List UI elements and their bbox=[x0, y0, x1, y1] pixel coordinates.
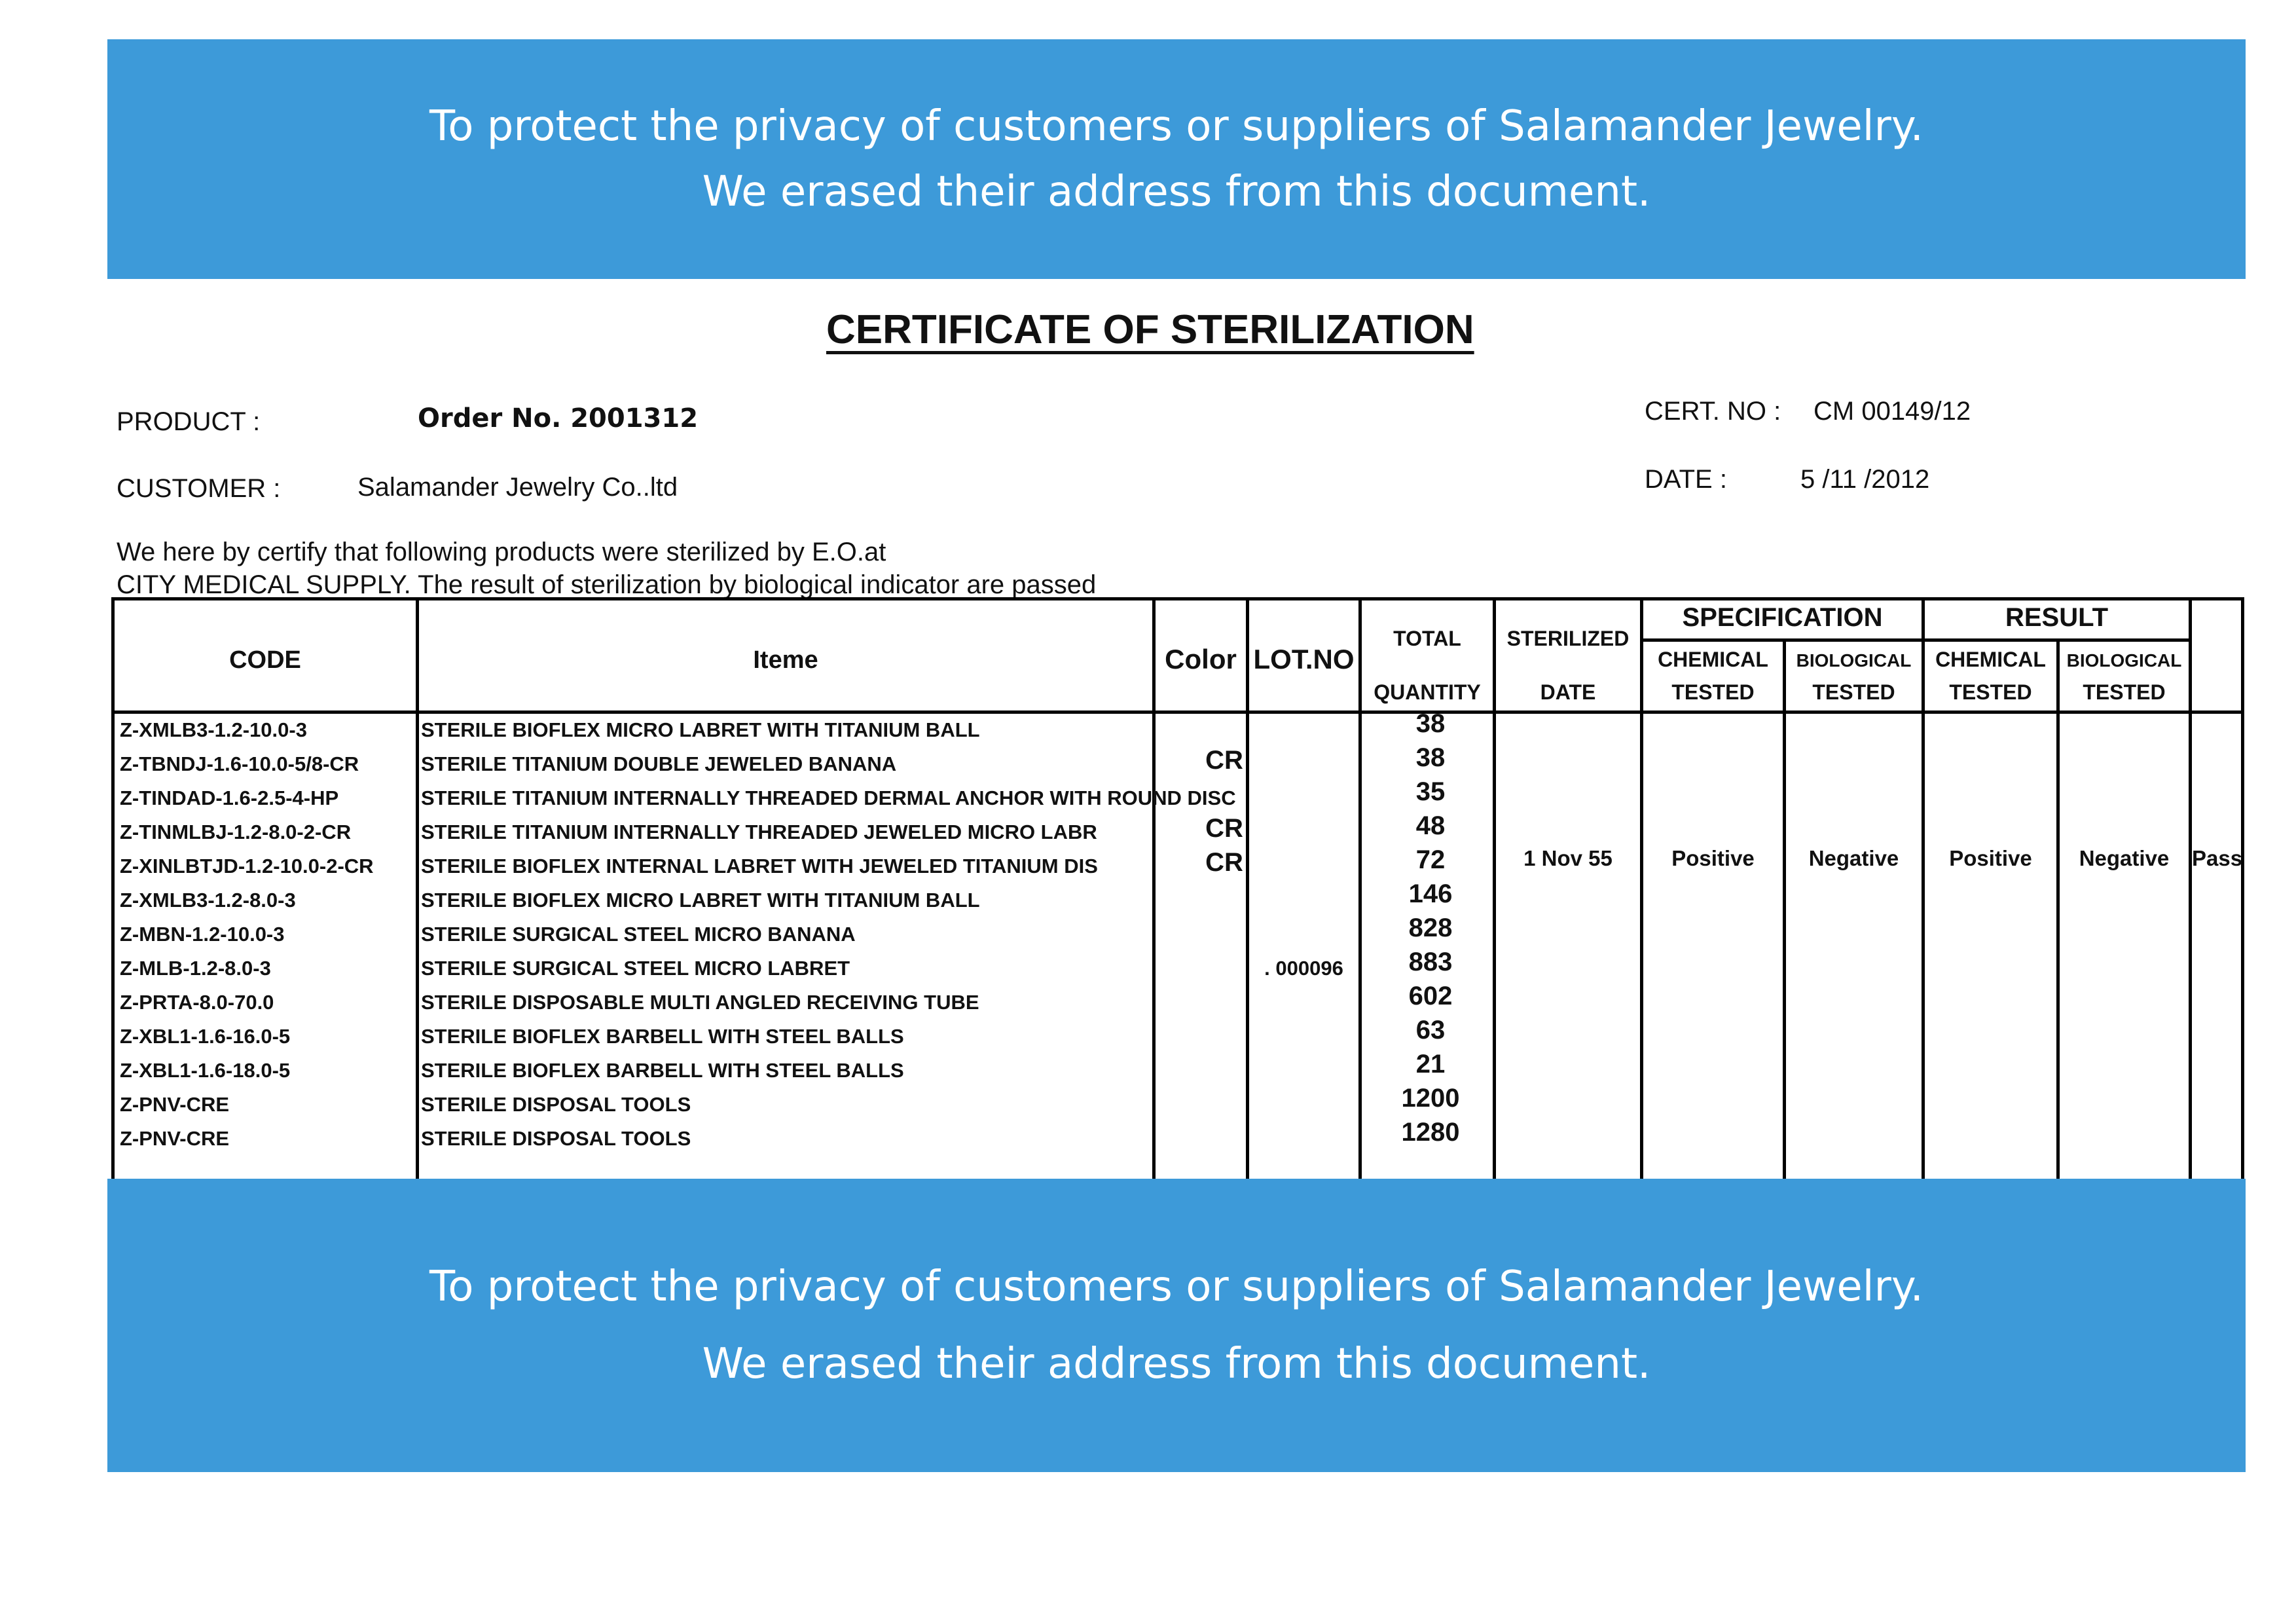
row-quantity: 1200 bbox=[1401, 1084, 1460, 1113]
product-value: Order No. 2001312 bbox=[418, 403, 699, 434]
spec-biological-tested: TESTED bbox=[1812, 680, 1895, 704]
row-item: STERILE DISPOSAL TOOLS bbox=[421, 1127, 691, 1150]
banner-line-1: To protect the privacy of customers or suppliers of Salamander Jewelry. bbox=[429, 1263, 1923, 1311]
row-code: Z-XMLB3-1.2-8.0-3 bbox=[120, 889, 296, 912]
row-item: STERILE DISPOSABLE MULTI ANGLED RECEIVING TUBE bbox=[421, 991, 979, 1014]
header-lot-no: LOT.NO bbox=[1253, 644, 1355, 674]
row-code: Z-TINDAD-1.6-2.5-4-HP bbox=[120, 786, 339, 809]
row-code: Z-XBL1-1.6-16.0-5 bbox=[120, 1025, 291, 1048]
row-code: Z-MBN-1.2-10.0-3 bbox=[120, 923, 285, 946]
table-row bbox=[115, 879, 2241, 923]
table-row bbox=[115, 1084, 2241, 1127]
row-code: Z-TBNDJ-1.6-10.0-5/8-CR bbox=[120, 752, 359, 775]
result-biological-header: BIOLOGICAL bbox=[2066, 650, 2182, 671]
lot-number: . 000096 bbox=[1264, 957, 1343, 980]
spec-chemical-tested: TESTED bbox=[1671, 680, 1755, 704]
banner-line-2: We erased their address from this document. bbox=[702, 168, 1651, 216]
row-code: Z-TINMLBJ-1.2-8.0-2-CR bbox=[120, 821, 352, 843]
row-code: Z-XINLBTJD-1.2-10.0-2-CR bbox=[120, 855, 374, 877]
row-code: Z-XBL1-1.6-18.0-5 bbox=[120, 1059, 291, 1082]
header-color: Color bbox=[1165, 644, 1237, 674]
row-quantity: 48 bbox=[1415, 811, 1446, 840]
row-item: STERILE SURGICAL STEEL MICRO LABRET bbox=[421, 957, 850, 980]
table-row bbox=[115, 1050, 2241, 1093]
header-bottom-rule bbox=[115, 710, 2241, 714]
header-date: DATE bbox=[1540, 680, 1596, 704]
header-sterilized: STERILIZED bbox=[1506, 627, 1630, 650]
row-code: Z-PNV-CRE bbox=[120, 1093, 230, 1116]
row-code: Z-PRTA-8.0-70.0 bbox=[120, 991, 274, 1014]
header-item: Iteme bbox=[753, 646, 818, 674]
row-code: Z-MLB-1.2-8.0-3 bbox=[120, 957, 271, 980]
table-row bbox=[115, 1016, 2241, 1059]
sterilized-date: 1 Nov 55 bbox=[1523, 846, 1613, 870]
header-code: CODE bbox=[229, 646, 301, 674]
customer-label: CUSTOMER : bbox=[117, 474, 281, 503]
row-quantity: 602 bbox=[1408, 982, 1453, 1010]
spec-biological-header: BIOLOGICAL bbox=[1796, 650, 1912, 671]
certification-statement bbox=[117, 536, 1096, 601]
date-label: DATE : bbox=[1645, 465, 1727, 494]
row-color: CR bbox=[1205, 746, 1243, 775]
customer-value: Salamander Jewelry Co..ltd bbox=[357, 473, 678, 502]
row-item: STERILE BIOFLEX BARBELL WITH STEEL BALLS bbox=[421, 1059, 904, 1082]
spec-biological-value: Negative bbox=[1808, 846, 1899, 870]
row-quantity: 828 bbox=[1408, 913, 1453, 942]
row-color: CR bbox=[1205, 848, 1243, 877]
header-total: TOTAL bbox=[1393, 627, 1461, 650]
header-specification: SPECIFICATION bbox=[1682, 603, 1883, 632]
row-item: STERILE BIOFLEX MICRO LABRET WITH TITANIUM BALL bbox=[421, 718, 980, 741]
row-item: STERILE TITANIUM INTERNALLY THREADED DERMAL ANCHOR WITH ROUND DISC bbox=[421, 786, 1236, 809]
row-code: Z-PNV-CRE bbox=[120, 1127, 230, 1150]
table-row bbox=[115, 1118, 2241, 1161]
banner-line-1: To protect the privacy of customers or suppliers of Salamander Jewelry. bbox=[429, 102, 1923, 151]
sterilization-table bbox=[111, 597, 2244, 1219]
header-quantity: QUANTITY bbox=[1374, 680, 1481, 704]
result-chemical-header: CHEMICAL bbox=[1935, 648, 2046, 671]
certify-line-1: We here by certify that following products were sterilized by E.O.at bbox=[117, 538, 886, 566]
product-label: PRODUCT : bbox=[117, 407, 261, 436]
document-title: CERTIFICATE OF STERILIZATION bbox=[826, 307, 1474, 352]
row-quantity: 21 bbox=[1415, 1050, 1446, 1079]
date-value: 5 /11 /2012 bbox=[1800, 465, 1930, 494]
row-quantity: 1280 bbox=[1401, 1118, 1460, 1147]
row-item: STERILE BIOFLEX BARBELL WITH STEEL BALLS bbox=[421, 1025, 904, 1048]
certify-line-2: CITY MEDICAL SUPPLY. The result of sterilization by biological indicator are passed bbox=[117, 570, 1097, 599]
result-chemical-value: Positive bbox=[1949, 846, 2032, 870]
spec-chemical-header: CHEMICAL bbox=[1658, 648, 1768, 671]
spec-chemical-value: Positive bbox=[1671, 846, 1755, 870]
row-item: STERILE DISPOSAL TOOLS bbox=[421, 1093, 691, 1116]
row-quantity: 38 bbox=[1415, 709, 1446, 738]
row-quantity: 146 bbox=[1408, 879, 1453, 908]
banner-line-2: We erased their address from this document. bbox=[702, 1340, 1651, 1388]
row-quantity: 72 bbox=[1415, 845, 1446, 874]
privacy-banner-bottom bbox=[107, 1179, 2246, 1472]
row-item: STERILE SURGICAL STEEL MICRO BANANA bbox=[421, 923, 856, 946]
result-chemical-tested: TESTED bbox=[1949, 680, 2032, 704]
pass-status: Pass bbox=[2192, 846, 2243, 870]
row-code: Z-XMLB3-1.2-10.0-3 bbox=[120, 718, 307, 741]
row-color: CR bbox=[1205, 814, 1243, 843]
table-row bbox=[115, 982, 2241, 1025]
table-row bbox=[115, 913, 2241, 957]
row-item: STERILE BIOFLEX MICRO LABRET WITH TITANIUM BALL bbox=[421, 889, 980, 912]
row-item: STERILE TITANIUM DOUBLE JEWELED BANANA bbox=[421, 752, 897, 775]
row-quantity: 883 bbox=[1408, 948, 1453, 976]
privacy-banner-top bbox=[107, 39, 2246, 279]
row-quantity: 63 bbox=[1415, 1016, 1446, 1044]
row-item: STERILE BIOFLEX INTERNAL LABRET WITH JEWELED TITANIUM DIS bbox=[421, 855, 1098, 877]
header-result: RESULT bbox=[2005, 603, 2109, 632]
table-row bbox=[115, 743, 2241, 786]
table-row bbox=[115, 845, 2241, 889]
row-item: STERILE TITANIUM INTERNALLY THREADED JEWELED MICRO LABR bbox=[421, 821, 1097, 843]
row-quantity: 35 bbox=[1415, 777, 1446, 806]
cert-no-value: CM 00149/12 bbox=[1813, 397, 1971, 426]
cert-no-label: CERT. NO : bbox=[1645, 397, 1781, 426]
result-biological-value: Negative bbox=[2079, 846, 2170, 870]
result-biological-tested: TESTED bbox=[2083, 680, 2166, 704]
row-quantity: 38 bbox=[1415, 743, 1446, 772]
table-row bbox=[115, 948, 2241, 991]
header-group-divider bbox=[1640, 638, 2189, 642]
